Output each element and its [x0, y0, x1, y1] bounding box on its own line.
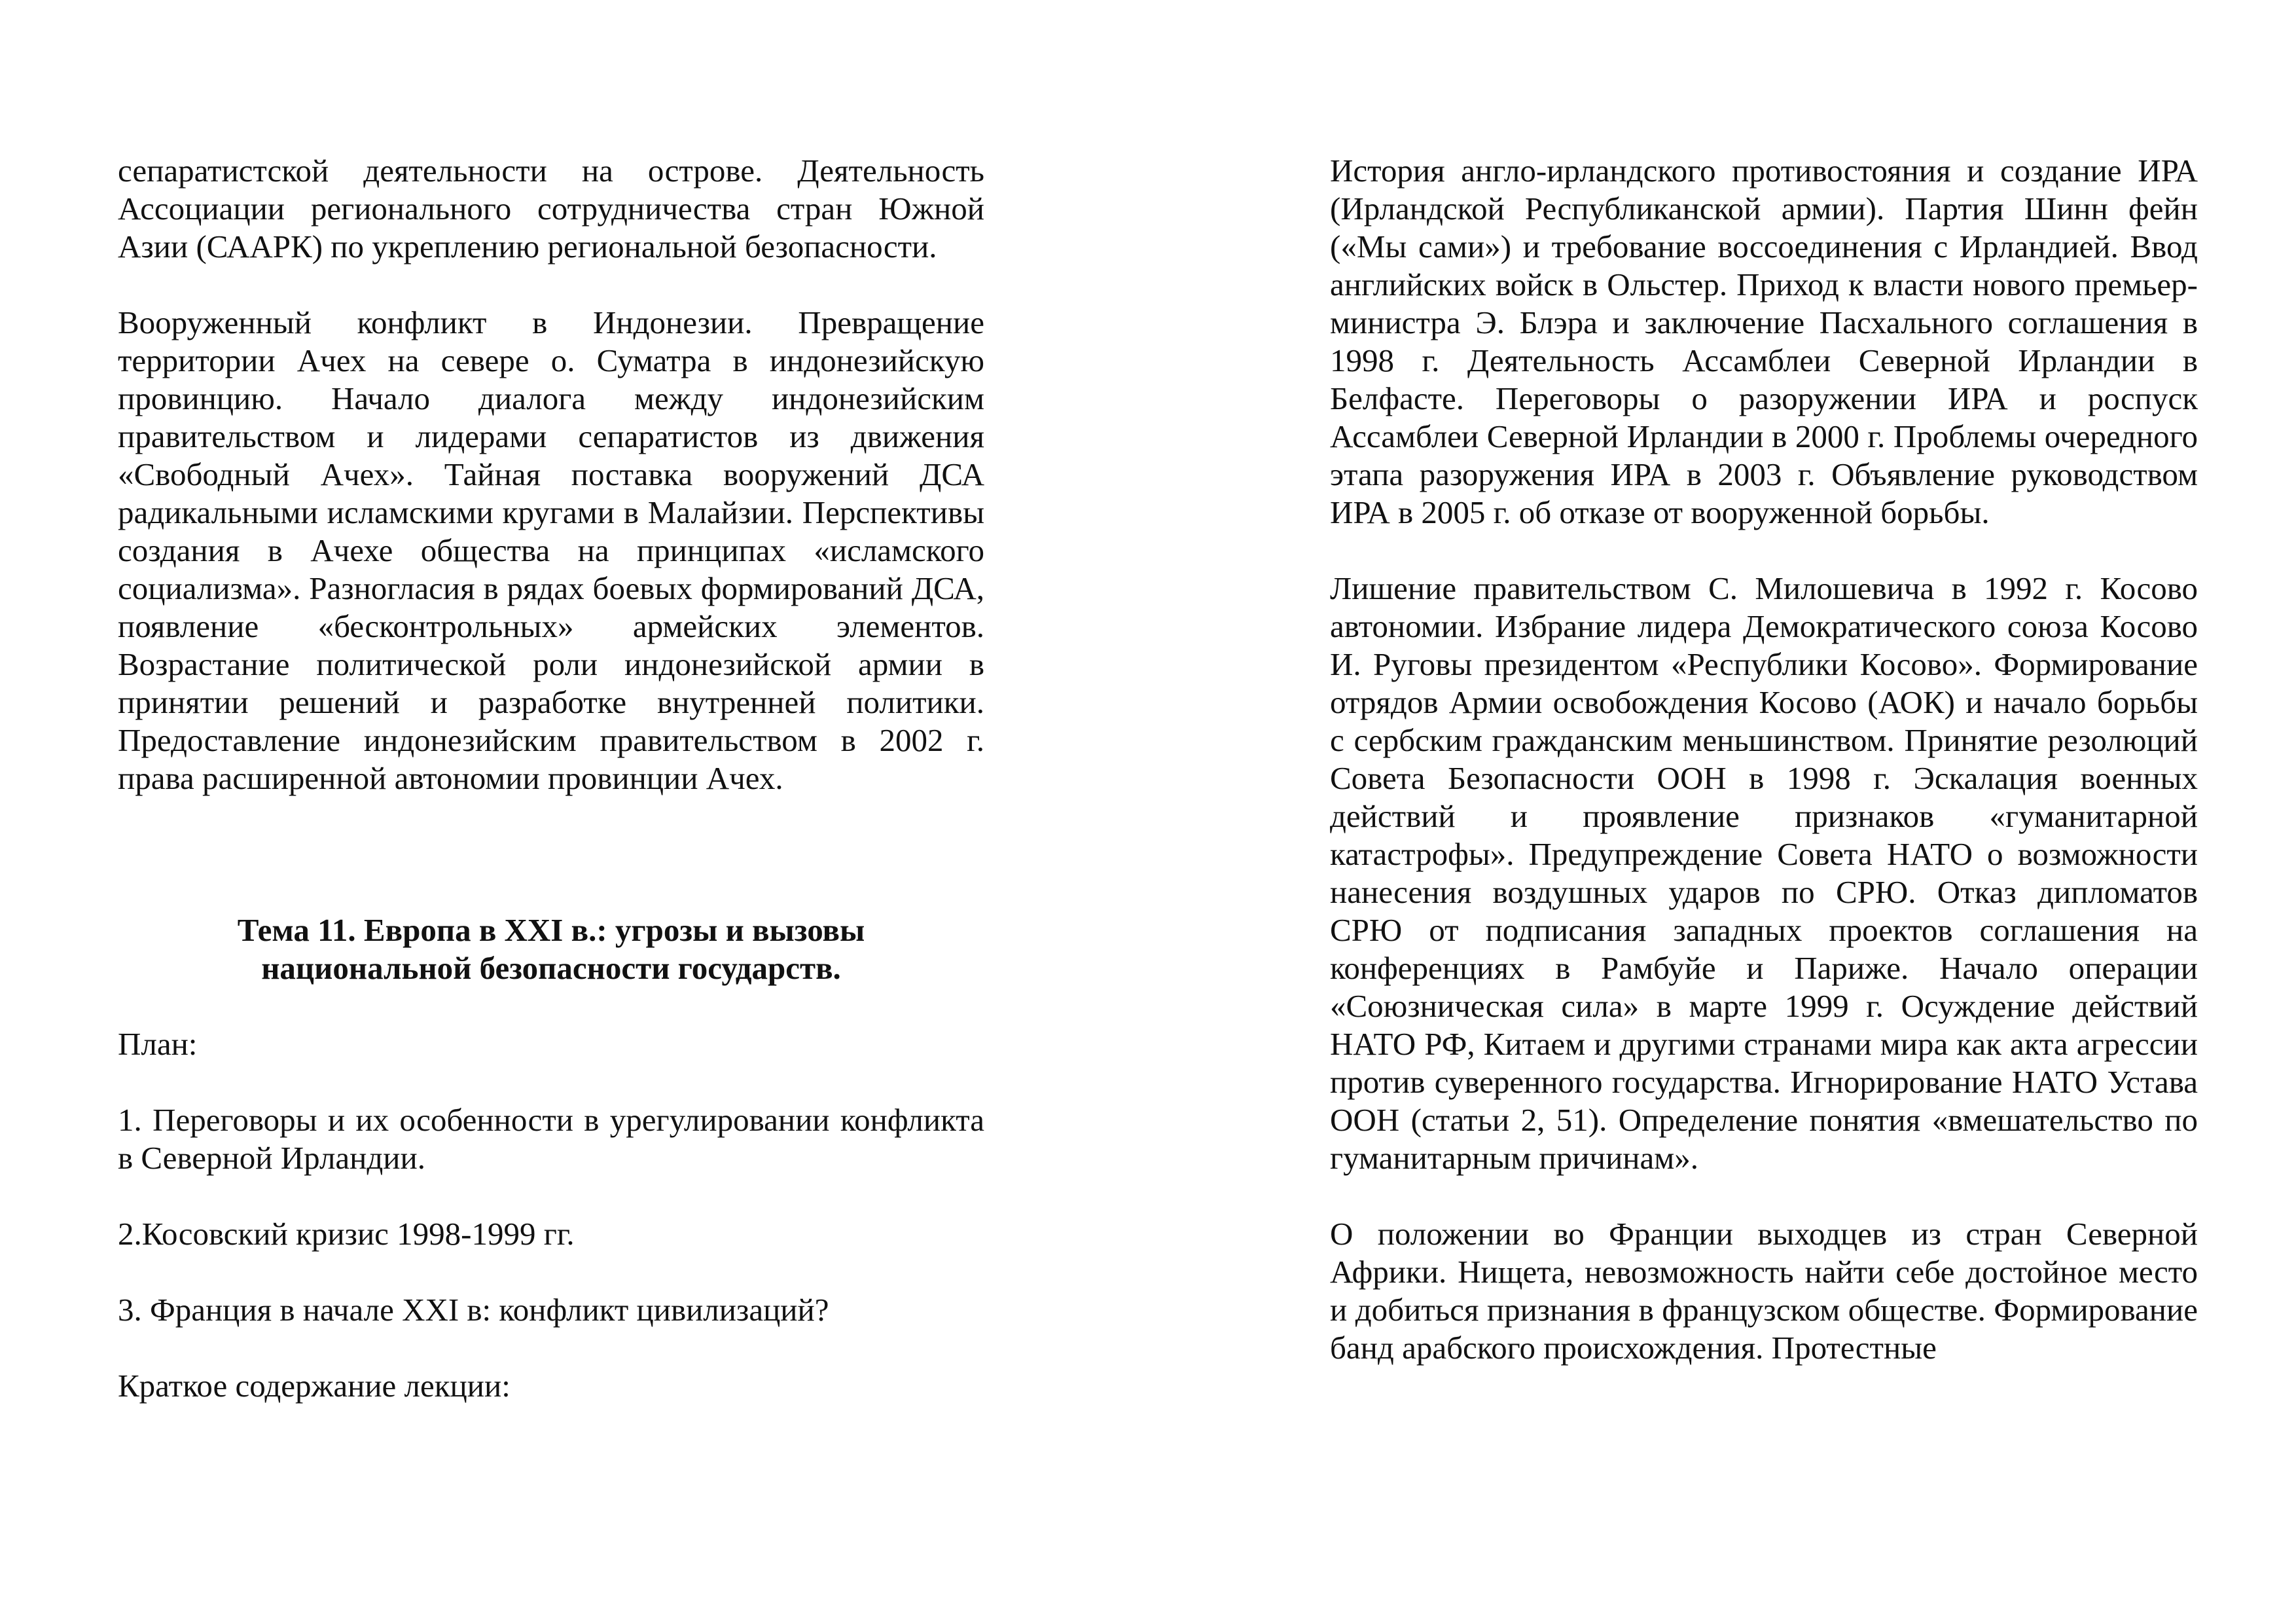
right-column — [1330, 152, 2198, 1367]
spacer — [118, 1177, 984, 1215]
spacer — [118, 266, 984, 304]
spacer — [118, 987, 984, 1025]
paragraph-sri-lanka-ending: сепаратистской деятельности на острове. Деятельность Ассоциации регионального сотрудничества стран Южной Азии (СААРК) по укреплению региональной безопасности. — [118, 153, 984, 264]
topic-title — [118, 911, 984, 987]
plan-item-2: 2.Косовский кризис 1998-1999 гг. — [118, 1216, 575, 1252]
left-column — [118, 152, 984, 1405]
spacer — [118, 1329, 984, 1367]
plan-item-1: 1. Переговоры и их особенности в урегулировании конфликта в Северной Ирландии. — [118, 1102, 984, 1176]
spacer — [1330, 532, 2198, 570]
summary-label: Краткое содержание лекции: — [118, 1368, 511, 1404]
plan-item-3: 3. Франция в начале XXI в: конфликт цивилизаций? — [118, 1292, 829, 1328]
spacer — [118, 1253, 984, 1291]
topic-title-line-1: Тема 11. Европа в XXI в.: угрозы и вызовы — [237, 912, 865, 948]
paragraph-kosovo: Лишение правительством С. Милошевича в 1992 г. Косово автономии. Избрание лидера Демократического союза Косово И. Руговы президентом «Республики Косово». Формирование отрядов Армии освобождения Косово (АОК) и начало борьбы с сербским гражданским меньшинством. Принятие резолюций Совета Безопасности ООН в 1998 г. Эскалация военных действий и проявление признаков «гуманитарной катастрофы». Предупреждение Совета НАТО о возможности нанесения воздушных ударов по СРЮ. Отказ дипломатов СРЮ от подписания западных проектов соглашения на конференциях в Рамбуйе и Париже. Начало операции «Союзническая сила» в марте 1999 г. Осуждение действий НАТО РФ, Китаем и другими странами мира как акта агрессии против суверенного государства. Игнорирование НАТО Устава ООН (статьи 2, 51). Определение понятия «вмешательство по гуманитарным причинам». — [1330, 570, 2198, 1176]
spacer — [118, 1063, 984, 1101]
spacer — [118, 797, 984, 911]
topic-title-line-2: национальной безопасности государств. — [261, 950, 841, 986]
spacer — [1330, 1177, 2198, 1215]
paragraph-france: О положении во Франции выходцев из стран Северной Африки. Нищета, невозможность найти себе достойное место и добиться признания в французском обществе. Формирование банд арабского происхождения. Протестные — [1330, 1216, 2198, 1366]
paragraph-indonesia: Вооруженный конфликт в Индонезии. Превращение территории Ачех на севере о. Суматра в индонезийскую провинцию. Начало диалога между индонезийским правительством и лидерами сепаратистов из движения «Свободный Ачех». Тайная поставка вооружений ДСА радикальными исламскими кругами в Малайзии. Перспективы создания в Ачехе общества на принципах «исламского социализма». Разногласия в рядах боевых формирований ДСА, появление «бесконтрольных» армейских элементов. Возрастание политической роли индонезийской армии в принятии решений и разработке внутренней политики. Предоставление индонезийским правительством в 2002 г. права расширенной автономии провинции Ачех. — [118, 304, 984, 796]
plan-label: План: — [118, 1026, 198, 1062]
paragraph-northern-ireland: История англо-ирландского противостояния и создание ИРА (Ирландской Республиканской армии). Партия Шинн фейн («Мы сами») и требование воссоединения с Ирландией. Ввод английских войск в Ольстер. Приход к власти нового премьер-министра Э. Блэра и заключение Пасхального соглашения в 1998 г. Деятельность Ассамблеи Северной Ирландии в Белфасте. Переговоры о разоружении ИРА и роспуск Ассамблеи Северной Ирландии в 2000 г. Проблемы очередного этапа разоружения ИРА в 2003 г. Объявление руководством ИРА в 2005 г. об отказе от вооруженной борьбы. — [1330, 153, 2198, 530]
